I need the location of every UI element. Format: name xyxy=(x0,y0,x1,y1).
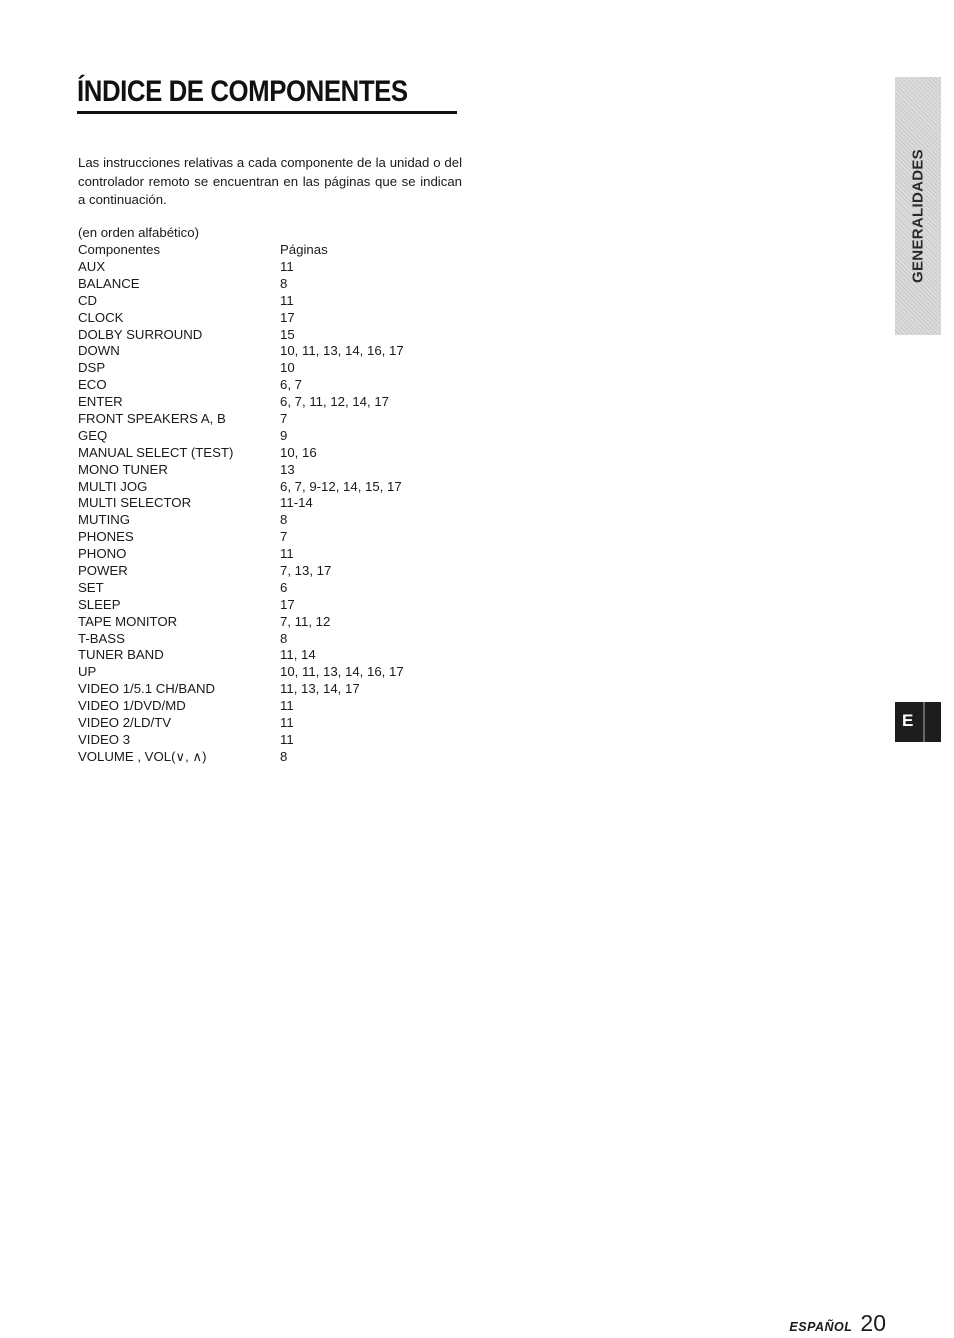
component-pages: 11 xyxy=(280,546,294,562)
component-pages: 6 xyxy=(280,579,288,595)
list-item xyxy=(78,479,478,496)
component-pages: 10, 16 xyxy=(280,444,317,460)
component-name: ENTER xyxy=(78,394,123,410)
component-name: MULTI SELECTOR xyxy=(78,495,192,511)
component-name: SET xyxy=(78,579,104,595)
component-name: PHONO xyxy=(78,546,127,562)
component-name: DOWN xyxy=(78,343,120,359)
component-name: UP xyxy=(78,664,97,680)
list-item xyxy=(78,597,478,614)
list-item xyxy=(78,647,478,664)
component-pages: 8 xyxy=(280,748,288,764)
page-footer xyxy=(789,1310,886,1337)
list-item xyxy=(78,343,478,360)
component-name: BALANCE xyxy=(78,275,140,291)
component-pages: 7 xyxy=(280,529,288,545)
list-item xyxy=(78,732,478,749)
component-pages: 11 xyxy=(280,698,294,714)
list-item xyxy=(78,377,478,394)
list-item xyxy=(78,293,478,310)
component-name: MULTI JOG xyxy=(78,478,148,494)
component-name: CD xyxy=(78,292,98,308)
component-pages: 10, 11, 13, 14, 16, 17 xyxy=(280,664,404,680)
list-item xyxy=(78,512,478,529)
page-number: 20 xyxy=(860,1310,886,1336)
component-pages: 15 xyxy=(280,326,295,342)
component-pages: 11 xyxy=(280,292,294,308)
component-pages: 11 xyxy=(280,731,294,747)
list-item xyxy=(78,411,478,428)
component-pages: 11 xyxy=(280,715,294,731)
list-item xyxy=(78,310,478,327)
component-pages: 17 xyxy=(280,309,295,325)
list-item xyxy=(78,394,478,411)
list-item xyxy=(78,428,478,445)
component-name: MANUAL SELECT (TEST) xyxy=(78,444,234,460)
component-name: AUX xyxy=(78,259,106,274)
list-item xyxy=(78,664,478,681)
component-pages: 11, 14 xyxy=(280,647,316,663)
component-pages: 13 xyxy=(280,461,295,477)
component-pages: 6, 7 xyxy=(280,377,302,393)
component-name: VIDEO 1/5.1 CH/BAND xyxy=(78,681,216,697)
intro-paragraph: Las instrucciones relativas a cada componente de la unidad o del controlador remoto se encuentran en las páginas que se indican a continuación. xyxy=(78,155,462,207)
component-name: SLEEP xyxy=(78,596,121,612)
component-name: GEQ xyxy=(78,427,108,443)
component-pages: 6, 7, 9-12, 14, 15, 17 xyxy=(280,478,402,494)
list-item xyxy=(78,563,478,580)
component-name: DSP xyxy=(78,360,106,376)
component-name: VOLUME , VOL(∨, ∧) xyxy=(78,748,207,764)
language-tab xyxy=(895,702,941,742)
component-name: ECO xyxy=(78,377,107,393)
component-pages: 7 xyxy=(280,411,288,427)
component-pages: 10, 11, 13, 14, 16, 17 xyxy=(280,343,404,359)
section-tab-label: GENERALIDADES xyxy=(909,149,927,283)
component-name: VIDEO 1/DVD/MD xyxy=(78,698,186,714)
component-name: DOLBY SURROUND xyxy=(78,326,203,342)
component-pages: 7, 11, 12 xyxy=(280,613,331,629)
component-name: VIDEO 3 xyxy=(78,731,131,747)
component-name: PHONES xyxy=(78,529,134,545)
list-item xyxy=(78,529,478,546)
list-item xyxy=(78,715,478,732)
component-name: TAPE MONITOR xyxy=(78,613,178,629)
title-underline xyxy=(77,111,457,114)
component-list xyxy=(78,259,478,766)
list-item xyxy=(78,749,478,766)
component-pages: 8 xyxy=(280,512,288,528)
list-item xyxy=(78,445,478,462)
language-tab-letter: E xyxy=(902,711,914,730)
component-pages: 11 xyxy=(280,259,294,274)
component-pages: 11-14 xyxy=(280,495,313,511)
component-name: MUTING xyxy=(78,512,131,528)
order-note: (en orden alfabético) xyxy=(78,225,199,240)
list-item xyxy=(78,681,478,698)
component-name: FRONT SPEAKERS A, B xyxy=(78,411,226,427)
component-name: CLOCK xyxy=(78,309,124,325)
component-name: TUNER BAND xyxy=(78,647,164,663)
list-item xyxy=(78,276,478,293)
pages-header: Páginas xyxy=(280,242,328,257)
list-item xyxy=(78,580,478,597)
list-item xyxy=(78,462,478,479)
component-pages: 9 xyxy=(280,427,288,443)
component-name: VIDEO 2/LD/TV xyxy=(78,715,172,731)
list-item xyxy=(78,360,478,377)
list-item xyxy=(78,327,478,344)
component-pages: 8 xyxy=(280,275,288,291)
component-pages: 10 xyxy=(280,360,295,376)
list-item xyxy=(78,546,478,563)
component-pages: 8 xyxy=(280,630,288,646)
language-tab-stripe xyxy=(923,702,925,742)
page-title: ÍNDICE DE COMPONENTES xyxy=(77,75,408,108)
component-pages: 6, 7, 11, 12, 14, 17 xyxy=(280,394,390,410)
components-header: Componentes xyxy=(78,242,161,257)
component-pages: 11, 13, 14, 17 xyxy=(280,681,360,697)
component-name: MONO TUNER xyxy=(78,461,168,477)
component-pages: 7, 13, 17 xyxy=(280,563,332,579)
footer-language: ESPAÑOL xyxy=(789,1320,853,1334)
list-item xyxy=(78,495,478,512)
list-item xyxy=(78,698,478,715)
component-name: POWER xyxy=(78,563,128,579)
list-item xyxy=(78,614,478,631)
component-name: T-BASS xyxy=(78,630,125,646)
list-item xyxy=(78,259,478,276)
list-item xyxy=(78,631,478,648)
component-pages: 17 xyxy=(280,596,295,612)
